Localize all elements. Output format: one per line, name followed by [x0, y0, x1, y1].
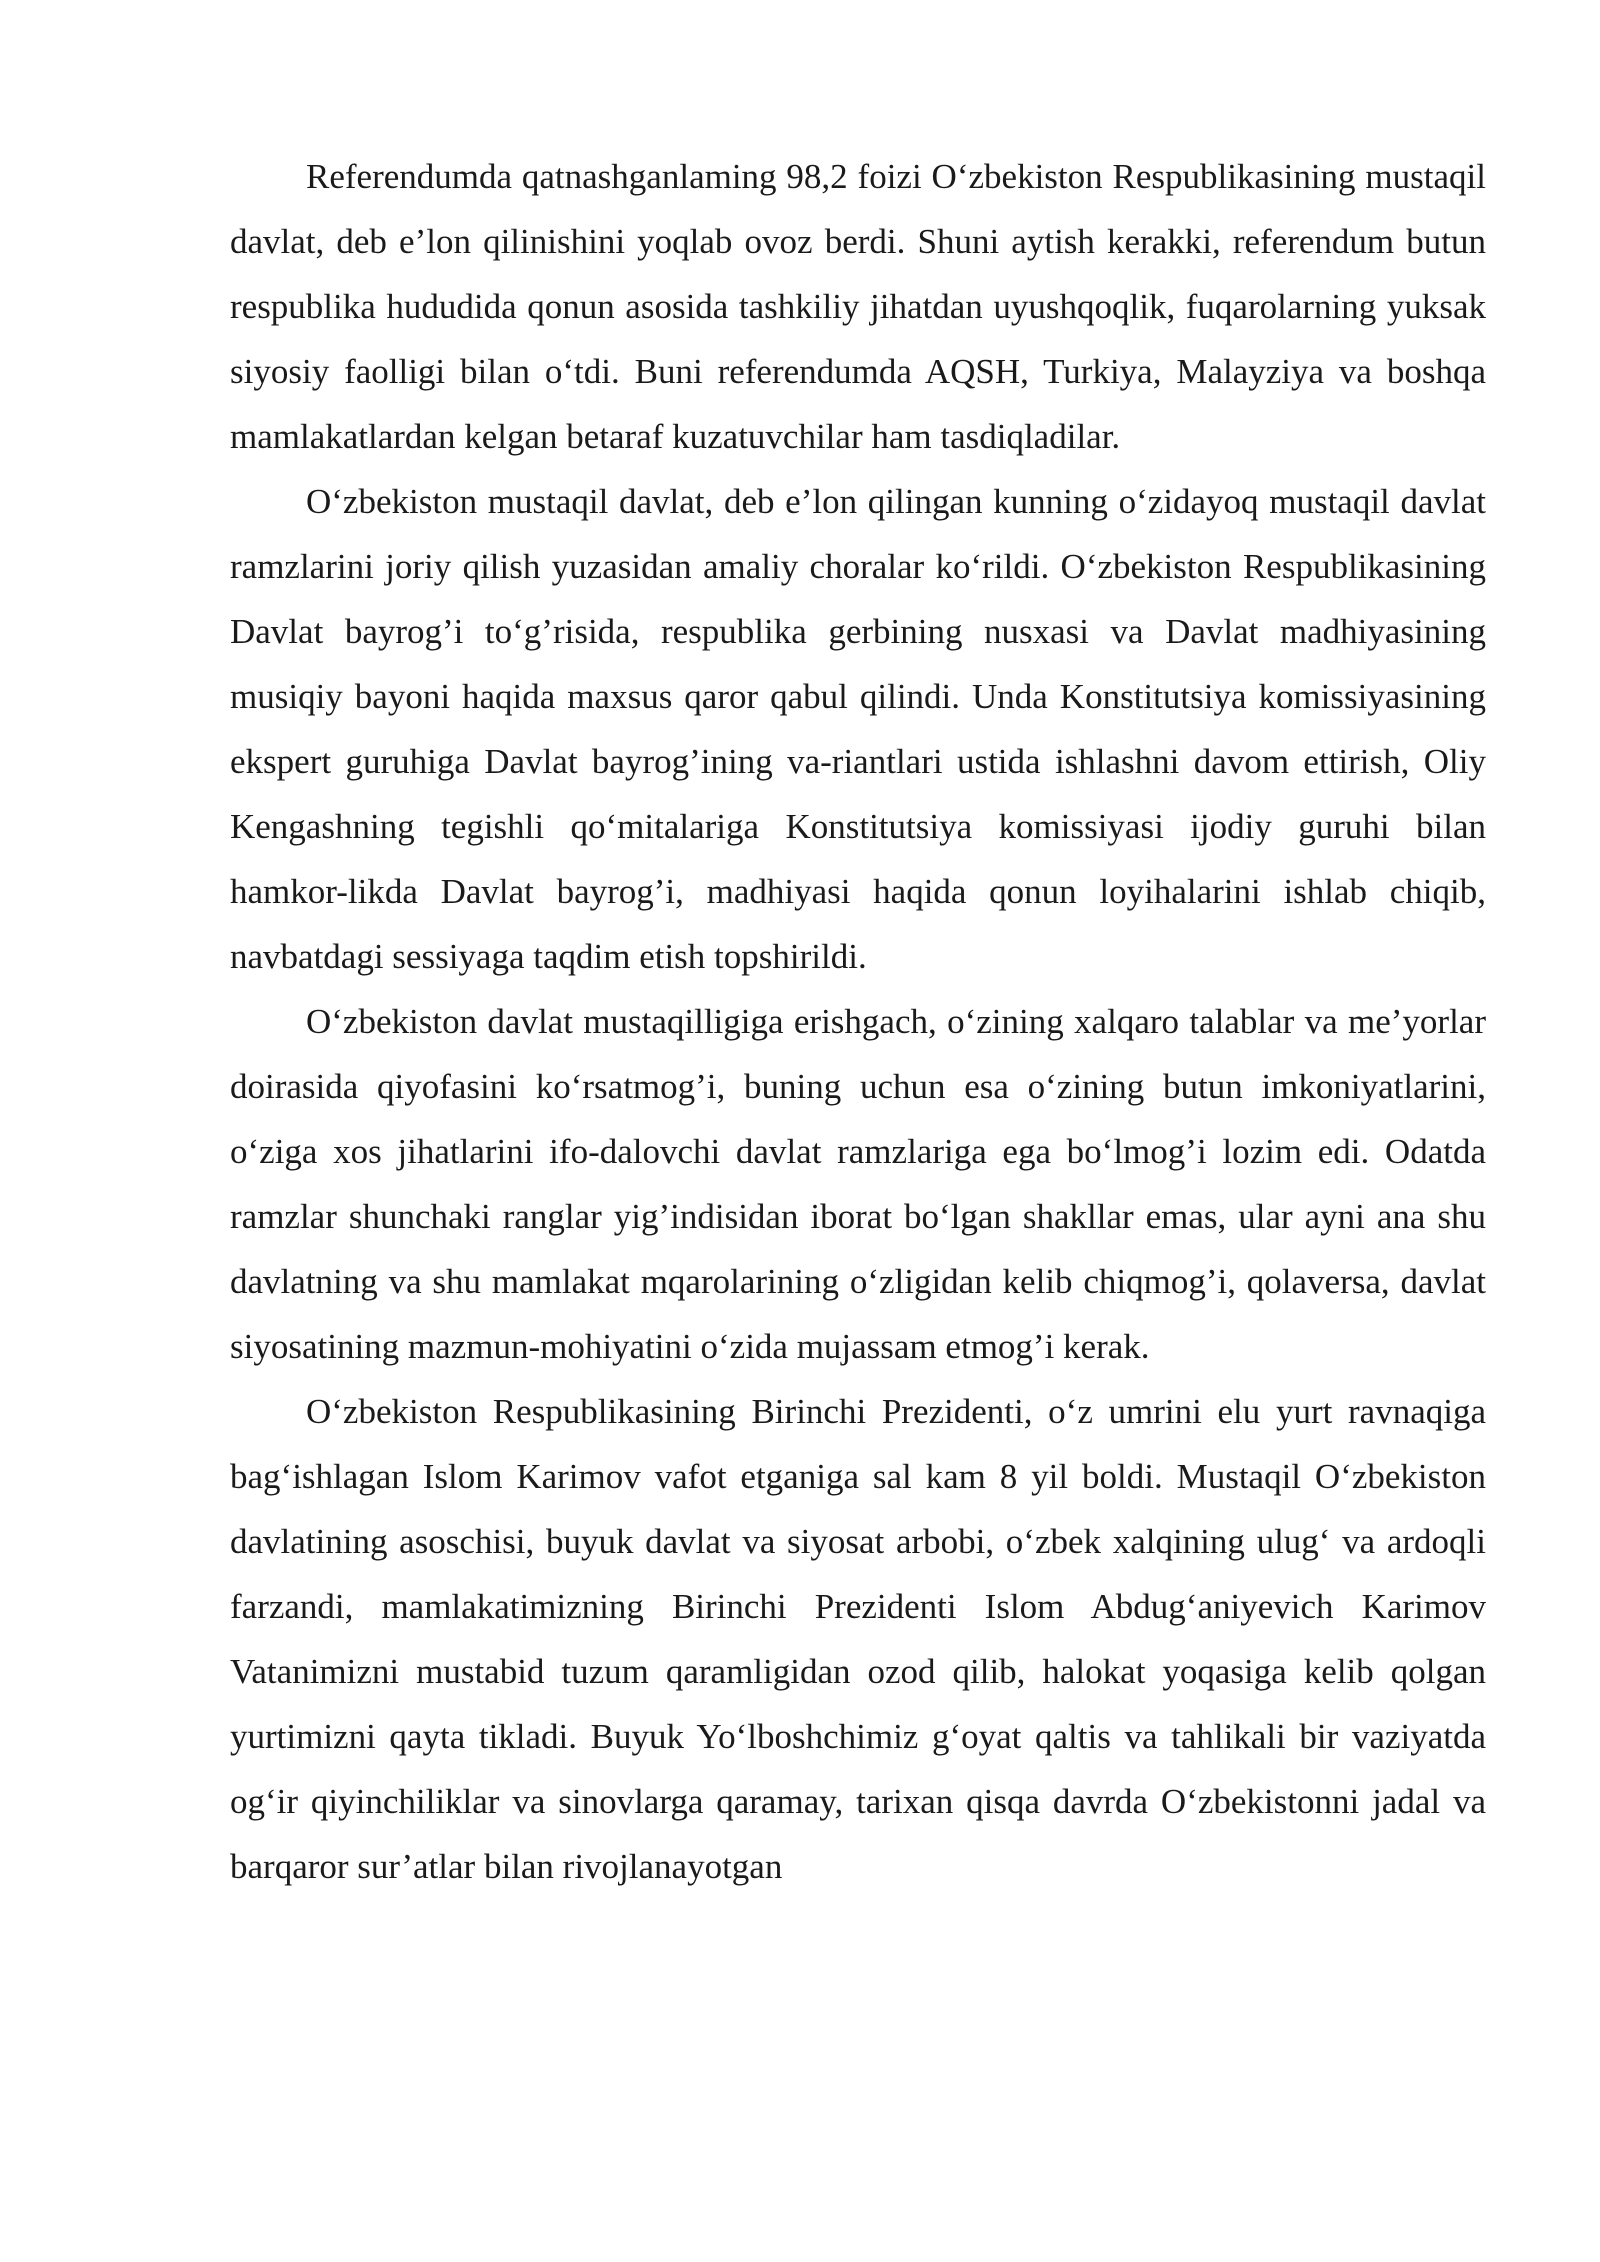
paragraph-state-symbols: O‘zbekiston mustaqil davlat, deb e’lon qilingan kunning o‘zidayoq mustaqil davlat ramzlarini joriy qilish yuzasidan amaliy choralar ko‘rildi. O‘zbekiston Respublikasining Davlat bayrog’i to‘g’risida, respublika gerbining nusxasi va Davlat madhiyasining musiqiy bayoni haqida maxsus qaror qabul qilindi. Unda Konstitutsiya komissiyasining ekspert guruhiga Davlat bayrog’ining va-riantlari ustida ishlashni davom ettirish, Oliy Kengashning tegishli qo‘mitalariga Konstitutsiya komissiyasi ijodiy guruhi bilan hamkor-likda Davlat bayrog’i, madhiyasi haqida qonun loyihalarini ishlab chiqib, navbatdagi sessiyaga taqdim etish topshirildi. [230, 482, 1486, 976]
paragraph-referendum: Referendumda qatnashganlaming 98,2 foizi O‘zbekiston Respublikasining mustaqil davlat, deb e’lon qilinishini yoqlab ovoz berdi. Shuni aytish kerakki, referendum butun respublika hududida qonun asosida tashkiliy jihatdan uyushqoqlik, fuqarolarning yuksak siyosiy faolligi bilan o‘tdi. Buni referendumda AQSH, Turkiya, Malayziya va boshqa mamlakatlardan kelgan betaraf kuzatuvchilar ham tasdiqladilar. [230, 157, 1486, 456]
paragraph-first-president: O‘zbekiston Respublikasining Birinchi Prezidenti, o‘z umrini elu yurt ravnaqiga bag‘ishlagan Islom Karimov vafot etganiga sal kam 8 yil boldi. Mustaqil O‘zbekiston davlatining asoschisi, buyuk davlat va siyosat arbobi, o‘zbek xalqining ulug‘ va ardoqli farzandi, mamlakatimizning Birinchi Prezidenti Islom Abdug‘aniyevich Karimov Vatanimizni mustabid tuzum qaramligidan ozod qilib, halokat yoqasiga kelib qolgan yurtimizni qayta tikladi. Buyuk Yo‘lboshchimiz g‘oyat qaltis va tahlikali bir vaziyatda og‘ir qiyinchiliklar va sinovlarga qaramay, tarixan qisqa davrda O‘zbekistonni jadal va barqaror sur’atlar bilan rivojlanayotgan [230, 1392, 1486, 1886]
paragraph-independence: O‘zbekiston davlat mustaqilligiga erishgach, o‘zining xalqaro talablar va me’yorlar doirasida qiyofasini ko‘rsatmog’i, buning uchun esa o‘zining butun imkoniyatlarini, o‘ziga xos jihatlarini ifo-dalovchi davlat ramzlariga ega bo‘lmog’i lozim edi. Odatda ramzlar shunchaki ranglar yig’indisidan iborat bo‘lgan shakllar emas, ular ayni ana shu davlatning va shu mamlakat mqarolarining o‘zligidan kelib chiqmog’i, qolaversa, davlat siyosatining mazmun-mohiyatini o‘zida mujassam etmog’i kerak. [230, 1002, 1486, 1366]
document-page [230, 144, 1486, 1899]
